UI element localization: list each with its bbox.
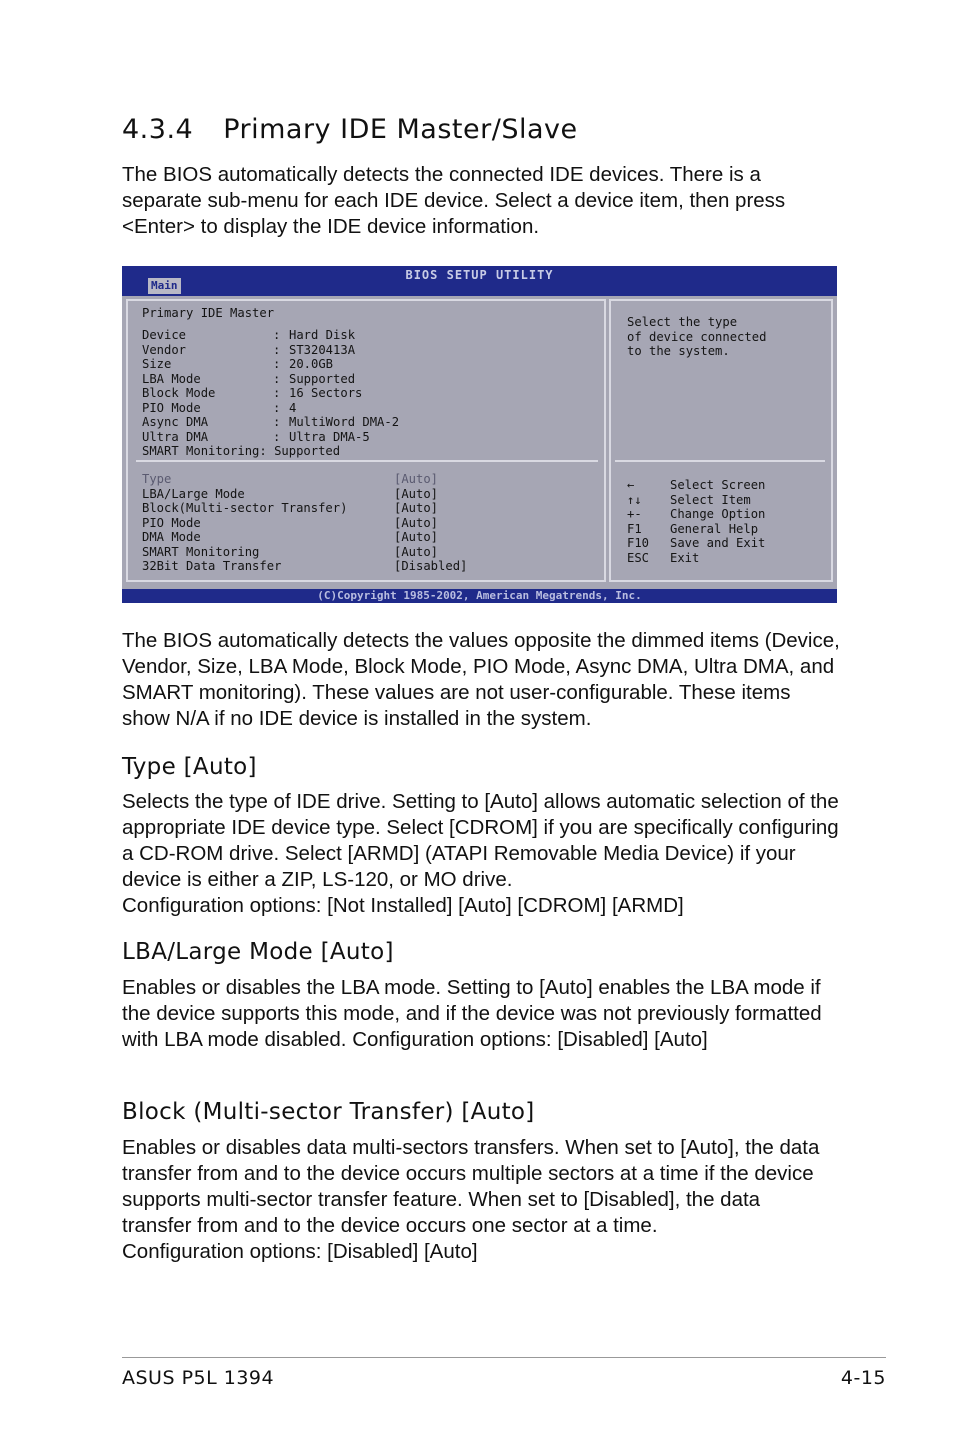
info-separator: : <box>273 371 281 386</box>
info-label: Ultra DMA <box>142 429 209 444</box>
info-value: ST320413A <box>289 342 356 357</box>
info-separator: : <box>273 400 281 415</box>
help-line: of device connected <box>627 329 767 344</box>
setting-item[interactable] <box>142 472 522 487</box>
info-row <box>142 430 442 445</box>
key-description: Exit <box>670 550 700 565</box>
info-value: Ultra DMA-5 <box>289 429 370 444</box>
info-label: Async DMA <box>142 415 209 429</box>
intro-paragraph: The BIOS automatically detects the connected IDE devices. There is a separate sub-menu for each IDE device. Select a device item, then press <Enter> to display the IDE device information. <box>122 163 786 238</box>
info-row <box>142 372 442 387</box>
key-row <box>627 536 827 551</box>
bios-title: BIOS SETUP UTILITY <box>405 268 554 282</box>
setting-label: DMA Mode <box>142 530 201 544</box>
type-options: Configuration options: [Not Installed] [Auto] [CDROM] [ARMD] <box>122 894 684 917</box>
key-name: F1 <box>627 521 642 536</box>
key-description: Save and Exit <box>670 536 766 550</box>
setting-value[interactable]: [Auto] <box>394 544 439 559</box>
bios-left-divider <box>136 460 598 462</box>
info-label: LBA Mode <box>142 371 201 386</box>
setting-value[interactable]: [Auto] <box>394 530 439 544</box>
info-value: MultiWord DMA-2 <box>289 415 400 429</box>
info-label: Device <box>142 328 187 342</box>
info-label: Size <box>142 357 172 371</box>
footer-rule <box>122 1357 886 1358</box>
info-row <box>142 357 442 372</box>
key-description: Select Screen <box>670 478 766 492</box>
key-description: General Help <box>670 521 759 536</box>
block-heading: Block (Multi-sector Transfer) [Auto] <box>122 1099 535 1125</box>
key-row <box>627 507 827 522</box>
setting-label: Block(Multi-sector Transfer) <box>142 501 348 515</box>
footer-page-number: 4-15 <box>840 1367 886 1389</box>
setting-label: Type <box>142 472 172 486</box>
key-name: +- <box>627 507 642 521</box>
info-row <box>142 401 442 416</box>
key-row <box>627 478 827 493</box>
key-description: Change Option <box>670 507 766 521</box>
help-text <box>627 315 827 359</box>
info-separator: : <box>273 342 281 357</box>
info-separator: : <box>273 415 281 429</box>
key-row <box>627 551 827 566</box>
bios-screenshot <box>122 266 837 603</box>
setting-value[interactable]: [Auto] <box>394 501 439 515</box>
setting-value[interactable]: [Auto] <box>394 486 439 501</box>
bios-right-divider <box>615 460 825 462</box>
section-title: Primary IDE Master/Slave <box>223 114 578 145</box>
setting-item[interactable] <box>142 545 522 560</box>
info-row <box>142 328 442 343</box>
device-info-list <box>142 328 442 444</box>
setting-value[interactable]: [Auto] <box>394 472 439 486</box>
help-line: to the system. <box>627 344 730 358</box>
setting-label: PIO Mode <box>142 515 201 530</box>
setting-value[interactable]: [Auto] <box>394 515 439 530</box>
info-separator: : <box>273 429 281 444</box>
setting-item[interactable] <box>142 530 522 545</box>
key-row <box>627 493 827 508</box>
type-body: Selects the type of IDE drive. Setting to [Auto] allows automatic selection of the appropriate IDE device type. Select [CDROM] if you are specifically configuring a CD-ROM drive. Select [ARMD] (ATAPI Removable Media Device) if your device is either a ZIP, LS-120, or MO drive. <box>122 790 839 891</box>
info-value: 4 <box>289 400 297 415</box>
section-heading <box>122 114 578 145</box>
info-row <box>142 386 442 401</box>
info-label: PIO Mode <box>142 400 201 415</box>
key-name: F10 <box>627 536 650 550</box>
info-value: Hard Disk <box>289 328 356 342</box>
info-row <box>142 343 442 358</box>
info-separator: : <box>273 386 281 400</box>
panel-title: Primary IDE Master <box>142 306 275 320</box>
info-row <box>142 415 442 430</box>
setting-item[interactable] <box>142 501 522 516</box>
block-options: Configuration options: [Disabled] [Auto] <box>122 1240 478 1263</box>
setting-label: 32Bit Data Transfer <box>142 559 282 573</box>
key-name: ESC <box>627 550 650 565</box>
bios-copyright: (C)Copyright 1985-2002, American Megatrends, Inc. <box>317 589 642 602</box>
section-number: 4.3.4 <box>122 114 194 145</box>
settings-list <box>142 472 522 574</box>
key-row <box>627 522 827 537</box>
key-name: ← <box>627 478 635 492</box>
key-description: Select Item <box>670 492 751 507</box>
setting-label: LBA/Large Mode <box>142 486 245 501</box>
info-separator: : <box>273 328 281 342</box>
setting-item[interactable] <box>142 487 522 502</box>
block-body: Enables or disables data multi-sectors transfers. When set to [Auto], the data transfer from and to the device occurs multiple sectors at a time if the device supports multi-sector transfer feature. When set to [Disabled], the data transfer from and to the device occurs one sector at a time. <box>122 1136 820 1237</box>
key-name: ↑↓ <box>627 492 642 507</box>
info-label: Block Mode <box>142 386 216 400</box>
info-value: Supported <box>289 371 356 386</box>
setting-item[interactable] <box>142 559 522 574</box>
help-line: Select the type <box>627 315 738 329</box>
key-legend <box>627 478 827 565</box>
type-heading: Type [Auto] <box>122 754 257 780</box>
setting-label: SMART Monitoring <box>142 544 260 559</box>
info-value: 16 Sectors <box>289 386 363 400</box>
smart-monitoring-info: SMART Monitoring: Supported <box>142 444 341 458</box>
lba-body: Enables or disables the LBA mode. Setting to [Auto] enables the LBA mode if the device supports this mode, and if the device was not previously formatted with LBA mode disabled. Configuration options: [Disabled] [Auto] <box>122 976 822 1051</box>
lba-heading: LBA/Large Mode [Auto] <box>122 939 394 965</box>
footer-product: ASUS P5L 1394 <box>122 1367 275 1389</box>
auto-detect-paragraph: The BIOS automatically detects the values opposite the dimmed items (Device, Vendor, Size, LBA Mode, Block Mode, PIO Mode, Async DMA, Ultra DMA, and SMART monitoring). These values are not user-configurable. These items show N/A if no IDE device is installed in the system. <box>122 629 840 730</box>
info-separator: : <box>273 357 281 371</box>
info-value: 20.0GB <box>289 357 334 371</box>
setting-value[interactable]: [Disabled] <box>394 559 468 573</box>
setting-item[interactable] <box>142 516 522 531</box>
info-label: Vendor <box>142 342 187 357</box>
tab-main[interactable]: Main <box>148 278 181 294</box>
